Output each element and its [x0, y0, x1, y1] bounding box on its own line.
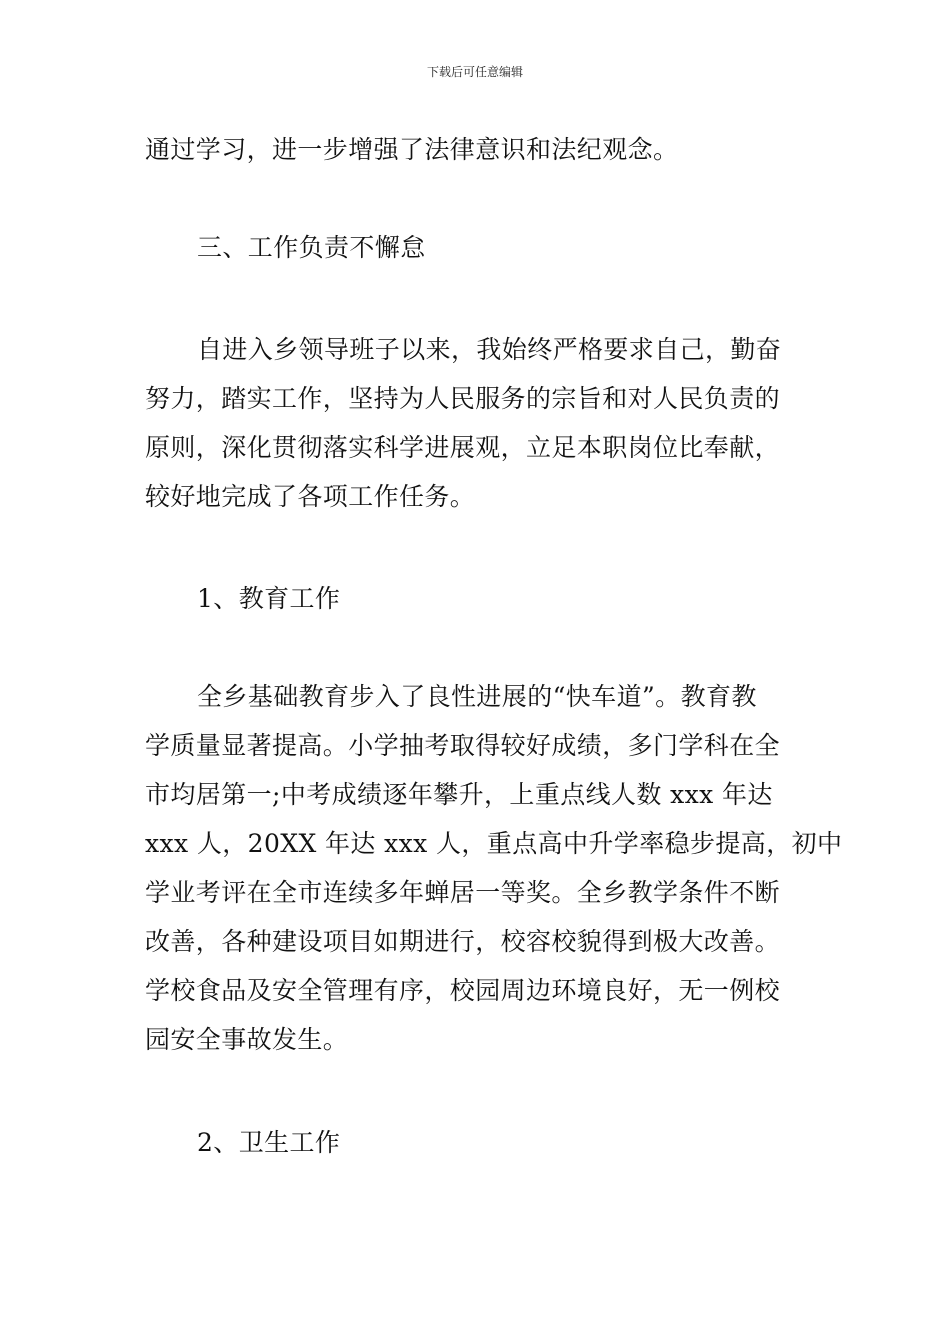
section-heading-work [145, 223, 810, 272]
paragraph-line: 园安全事故发生。 [145, 1025, 349, 1054]
heading-text: 2、卫生工作 [197, 1128, 341, 1157]
paragraph-line: 改善，各种建设项目如期进行，校容校貌得到极大改善。 [145, 927, 781, 956]
heading-text: 三、工作负责不懈怠 [197, 233, 426, 262]
paragraph-line: 市均居第一;中考成绩逐年攀升，上重点线人数 xxx 年达 [145, 780, 773, 809]
paragraph-line: 学质量显著提高。小学抽考取得较好成绩，多门学科在全 [145, 731, 781, 760]
paragraph-line: 全乡基础教育步入了良性进展的“快车道”。教育教 [197, 682, 757, 711]
heading-text: 1、教育工作 [197, 584, 341, 613]
subsection-heading-education [145, 574, 810, 623]
paragraph-line: 较好地完成了各项工作任务。 [145, 482, 476, 511]
paragraph-work-duty [145, 325, 810, 521]
paragraph-education [145, 672, 843, 1064]
subsection-heading-health [145, 1118, 810, 1167]
paragraph-line: 通过学习，进一步增强了法律意识和法纪观念。 [145, 135, 679, 164]
paragraph-line: 原则，深化贯彻落实科学进展观，立足本职岗位比奉献， [145, 433, 781, 462]
paragraph-line: 自进入乡领导班子以来，我始终严格要求自己，勤奋 [197, 335, 782, 364]
paragraph-line: 努力，踏实工作，坚持为人民服务的宗旨和对人民负责的 [145, 384, 781, 413]
paragraph-line: xxx 人，20XX 年达 xxx 人，重点高中升学率稳步提高，初中 [145, 829, 843, 858]
paragraph-line: 学校食品及安全管理有序，校园周边环境良好，无一例校 [145, 976, 781, 1005]
paragraph-law-awareness [145, 125, 810, 174]
paragraph-line: 学业考评在全市连续多年蝉居一等奖。全乡教学条件不断 [145, 878, 781, 907]
page-header: 下载后可任意编辑 [426, 65, 523, 79]
